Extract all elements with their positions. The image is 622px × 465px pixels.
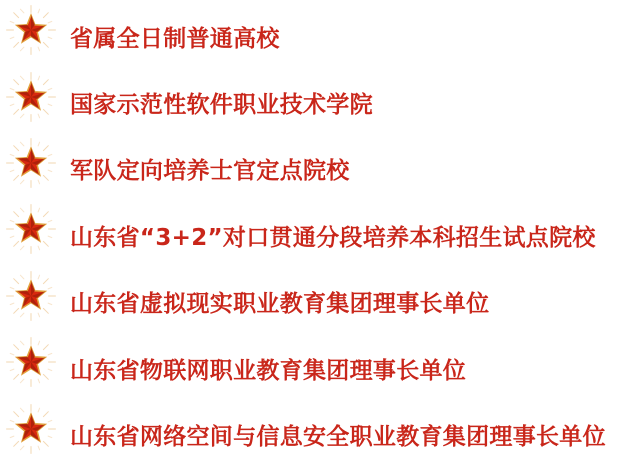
red-star-burst-icon: [6, 72, 56, 122]
red-star-burst-icon: [6, 404, 56, 454]
achievement-label: 山东省物联网职业教育集团理事长单位: [70, 357, 467, 384]
red-star-burst-icon: [6, 204, 56, 254]
achievement-item: [0, 0, 622, 66]
achievement-item: [0, 199, 622, 265]
red-star-burst-icon: [6, 337, 56, 387]
achievement-label: 山东省“3+2”对口贯通分段培养本科招生试点院校: [70, 224, 596, 251]
achievement-item: [0, 133, 622, 199]
achievement-label: 省属全日制普通高校: [70, 25, 280, 52]
achievement-item: [0, 398, 622, 464]
achievement-label: 军队定向培养士官定点院校: [70, 158, 350, 185]
achievement-label: 山东省网络空间与信息安全职业教育集团理事长单位: [70, 424, 606, 451]
achievement-item: [0, 66, 622, 132]
red-star-burst-icon: [6, 138, 56, 188]
achievement-item: [0, 332, 622, 398]
achievement-label: 国家示范性软件职业技术学院: [70, 92, 373, 119]
red-star-burst-icon: [6, 271, 56, 321]
achievement-item: [0, 266, 622, 332]
red-star-burst-icon: [6, 5, 56, 55]
achievement-label: 山东省虚拟现实职业教育集团理事长单位: [70, 291, 490, 318]
